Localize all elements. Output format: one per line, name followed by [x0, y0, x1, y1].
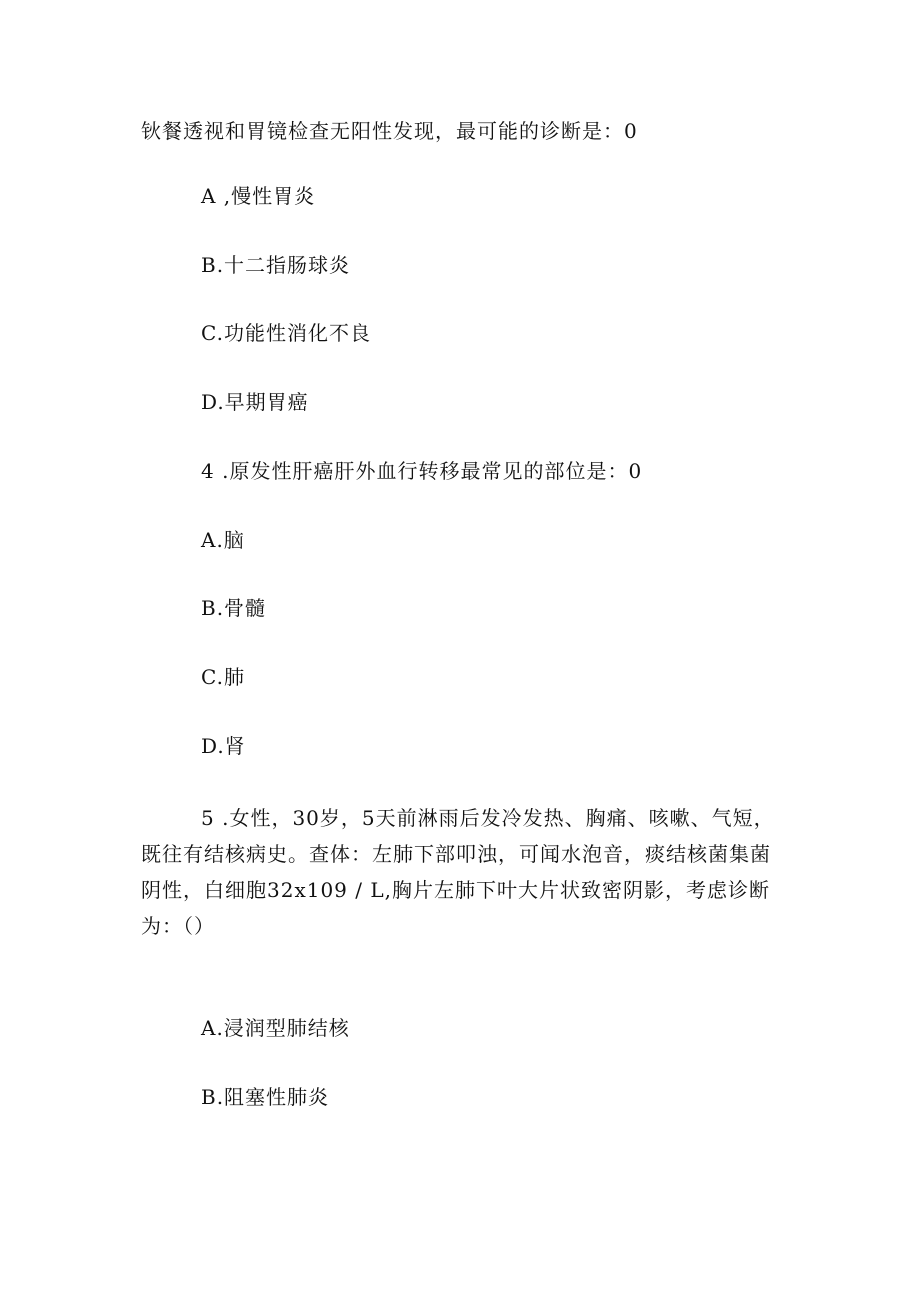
question-5-option-a: A.浸润型肺结核	[201, 1016, 350, 1040]
question-3-option-c: C.功能性消化不良	[201, 321, 371, 345]
question-5-option-b: B.阻塞性肺炎	[201, 1085, 330, 1109]
question-4-option-a: A.脑	[201, 528, 245, 552]
question-4-option-c: C.肺	[201, 665, 245, 689]
question-3-option-d: D.早期胃癌	[201, 390, 309, 414]
question-5-stem: 5 .女性，30岁，5天前淋雨后发冷发热、胸痛、咳嗽、气短， 既往有结核病史。查体：左肺下部叩浊，可闻水泡音，痰结核菌集菌 阴性，白细胞32x109 / L,胸片左肺下叶大片状致密阴影，考虑诊断 为：（）	[141, 806, 775, 938]
question-4-option-d: D.肾	[201, 734, 246, 758]
question-3-stem: 钬餐透视和胃镜检查无阳性发现，最可能的诊断是：0	[141, 119, 638, 143]
question-3-option-b: B.十二指肠球炎	[201, 253, 351, 277]
question-3-option-a: A ,慢性胃炎	[201, 184, 316, 208]
question-4-stem: 4 .原发性肝癌肝外血行转移最常见的部位是：0	[201, 459, 643, 483]
question-4-option-b: B.骨髓	[201, 596, 267, 620]
